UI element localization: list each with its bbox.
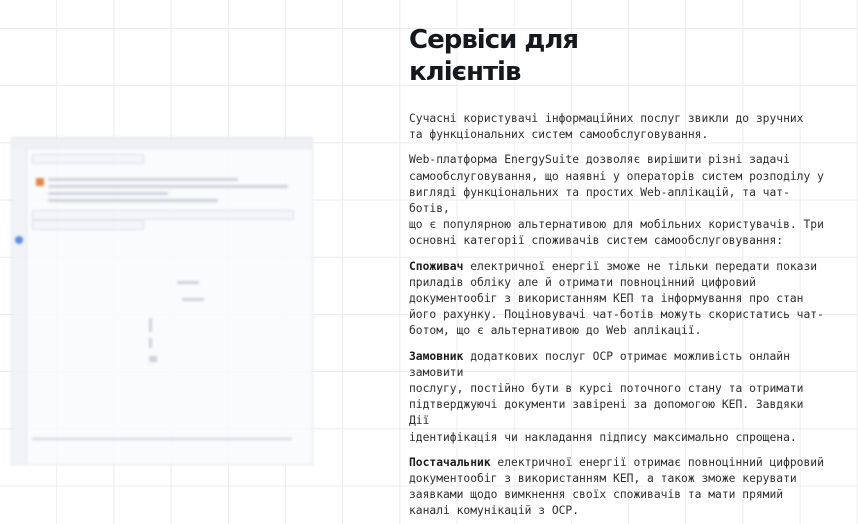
app-screenshot-mockup: [11, 137, 313, 465]
consumer-paragraph: [409, 259, 829, 340]
mockup-filter: [32, 220, 144, 230]
supplier-text: електричної енергії отримає повноцінний цифровий документообіг з використанням КЕП, а також зможе керувати заявками щодо вимкнення своїх споживачів та мати прямий каналі комунікацій з ОСР.: [409, 455, 824, 518]
mockup-text-line: [149, 338, 152, 348]
mockup-text-line: [149, 318, 152, 332]
mockup-text-line: [48, 178, 238, 181]
mockup-text-line: [177, 281, 199, 284]
page-title: Сервіси для клієнтів: [409, 25, 579, 87]
consumer-label: Споживач: [409, 259, 464, 273]
customer-label: Замовник: [409, 349, 464, 363]
platform-paragraph: Web-платформа EnergySuite дозволяє вирішити різні задачі самообслуговування, що наявні у операторів систем розподілу у вигляді функціональних та простих Web-аплікацій, та чат-ботів, що є популярною альтернативою для мобільних користувачів. Три основні категорії споживачів систем самообслуговування:: [409, 153, 824, 248]
mockup-text-line: [149, 356, 157, 362]
intro-paragraph: Сучасні користувачі інформаційних послуг звикли до зручних та функціональних систем самообслуговування.: [409, 112, 804, 142]
mockup-text-line: [48, 192, 168, 195]
mockup-sidebar: [12, 148, 27, 464]
mockup-active-nav-icon: [15, 236, 23, 244]
supplier-paragraph: [409, 455, 829, 520]
mockup-text-line: [48, 185, 288, 188]
supplier-label: Постачальник: [409, 455, 491, 469]
customer-text: додаткових послуг ОСР отримає можливість онлайн замовити послугу, постійно бути в курсі поточного стану та отримати підтверджуючі документи завірені за допомогою КЕП. Завдяки Дії ідентифікація чи накладання підпису максимально спрощена.: [409, 349, 804, 444]
mockup-tab-strip: [32, 210, 294, 220]
mockup-text-line: [48, 199, 218, 202]
mockup-divider: [32, 438, 292, 440]
mockup-search-bar: [32, 154, 144, 164]
mockup-document-icon: [36, 178, 44, 186]
customer-paragraph: [409, 349, 829, 446]
mockup-text-line: [182, 298, 204, 301]
consumer-text: електричної енергії зможе не тільки передати покази приладів обліку але й отримати повноцінний цифровий документообіг з використанням КЕП та інформування про стан його рахунку. Поціновувачі чат-ботів можуть скористатись чат- ботом, що є альтернативою до Web аплікації.: [409, 259, 824, 338]
services-section: [409, 24, 829, 520]
mockup-topbar: [12, 138, 312, 149]
